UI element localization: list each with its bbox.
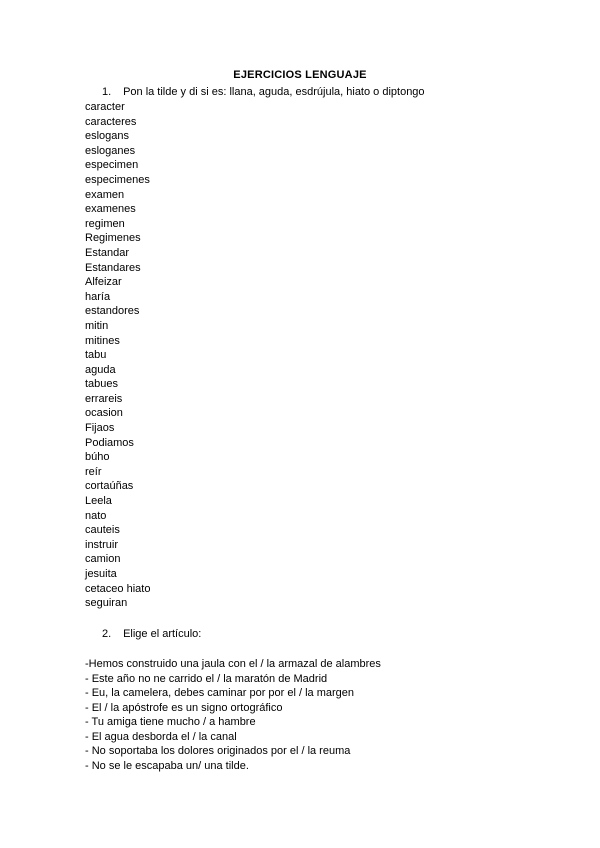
word-item: caracter <box>85 101 125 113</box>
word-item: tabues <box>85 378 119 391</box>
exercise-2-heading <box>102 628 201 640</box>
word-item: Regimenes <box>85 232 141 245</box>
exercise-2-number: 2. <box>102 628 112 640</box>
word-item: camion <box>85 553 121 566</box>
word-item: caracteres <box>85 115 137 128</box>
word-item: nato <box>85 509 107 522</box>
word-item: especimenes <box>85 173 150 186</box>
exercise-1-number: 1. <box>102 86 112 98</box>
word-item: tabu <box>85 349 107 362</box>
word-item: haría <box>85 290 111 303</box>
sentence-item: - El / la apóstrofe es un signo ortográfico <box>85 701 283 714</box>
sentence-item: - El agua desborda el / la canal <box>85 730 237 743</box>
word-item: examenes <box>85 203 136 216</box>
word-item: Estandar <box>85 246 130 259</box>
word-item: jesuita <box>85 568 117 580</box>
page-title: EJERCICIOS LENGUAJE <box>233 69 367 81</box>
word-item: errareis <box>85 392 123 405</box>
word-item: examen <box>85 188 125 201</box>
word-item: instruir <box>85 538 119 551</box>
word-item: Podiamos <box>85 436 134 449</box>
sentence-item: - No soportaba los dolores originados por el / la reuma <box>85 745 351 757</box>
word-item: Estandares <box>85 261 141 274</box>
word-item: búho <box>85 451 110 464</box>
word-item: Alfeizar <box>85 276 122 289</box>
exercise-1-instruction: Pon la tilde y di si es: llana, aguda, esdrújula, hiato o diptongo <box>123 86 425 98</box>
word-item: eslogans <box>85 130 130 143</box>
sentence-item: - Tu amiga tiene mucho / a hambre <box>85 716 256 728</box>
sentence-item: - No se le escapaba un/ una tilde. <box>85 759 249 772</box>
word-item: cauteis <box>85 524 120 537</box>
word-item: cortaúñas <box>85 480 134 493</box>
word-list <box>85 100 150 611</box>
sentence-list <box>85 657 381 773</box>
word-item: mitin <box>85 319 109 332</box>
word-item: ocasion <box>85 407 123 420</box>
word-item: regimen <box>85 217 125 230</box>
word-item: reír <box>85 465 102 478</box>
word-item: Leela <box>85 495 112 508</box>
word-item: aguda <box>85 363 116 376</box>
sentence-item: - Eu, la camelera, debes caminar por por el / la margen <box>85 687 355 699</box>
word-item: cetaceo hiato <box>85 582 151 595</box>
word-item: esloganes <box>85 144 136 157</box>
word-item: seguiran <box>85 597 128 610</box>
sentence-item: - Este año no ne carrido el / la maratón de Madrid <box>85 672 328 685</box>
word-item: Fijaos <box>85 422 115 435</box>
word-item: mitines <box>85 334 120 347</box>
word-item: especimen <box>85 159 139 172</box>
sentence-item: -Hemos construido una jaula con el / la armazal de alambres <box>85 658 381 670</box>
word-item: estandores <box>85 305 140 318</box>
exercise-1-heading <box>102 86 425 98</box>
exercise-2-instruction: Elige el artículo: <box>123 628 202 640</box>
